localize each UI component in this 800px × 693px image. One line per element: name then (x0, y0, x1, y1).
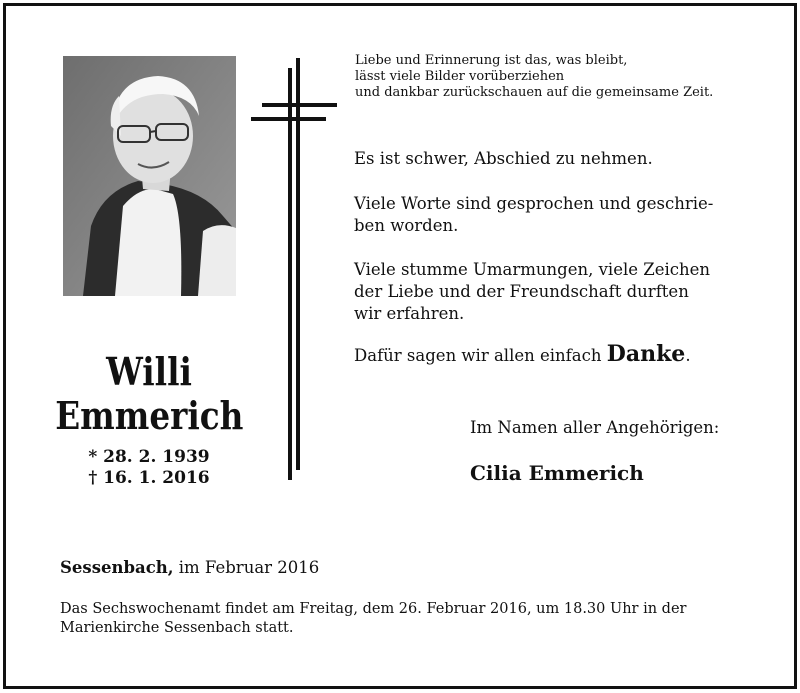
birth-date: * 28. 2. 1939 (88, 447, 210, 467)
date-text: im Februar 2016 (173, 558, 320, 577)
message-paragraph-2 (354, 193, 746, 237)
poem-line: lässt viele Bilder vorüberziehen (355, 69, 565, 84)
thanks-suffix: . (685, 346, 691, 365)
signer-name: Cilia Emmerich (470, 461, 644, 485)
thanks-word: Danke (606, 341, 686, 367)
message-line: Es ist schwer, Abschied zu nehmen. (354, 149, 653, 168)
poem-line: und dankbar zurückschauen auf die gemeinsame Zeit. (355, 85, 714, 100)
memorial-poem (355, 53, 755, 101)
message-line: Viele Worte sind gesprochen und geschrie- (354, 194, 714, 213)
town-name: Sessenbach, (60, 558, 174, 577)
message-line: der Liebe und der Freundschaft durften (354, 282, 689, 301)
deceased-last-name: Emmerich (55, 393, 244, 438)
on-behalf-label: Im Namen aller Angehörigen: (470, 418, 720, 437)
portrait-image (63, 56, 236, 296)
place-date-line (60, 557, 319, 579)
cross-icon-horizontal-upper (262, 103, 337, 107)
message-paragraph-1 (354, 148, 746, 170)
message-line: wir erfahren. (354, 304, 465, 323)
portrait-photo (63, 56, 236, 296)
thanks-prefix: Dafür sagen wir allen einfach (354, 346, 607, 365)
message-line: Viele stumme Umarmungen, viele Zeichen (354, 260, 711, 279)
notice-line: Marienkirche Sessenbach statt. (60, 620, 294, 636)
message-line: ben worden. (354, 216, 459, 235)
service-notice (60, 600, 750, 638)
message-paragraph-3 (354, 259, 746, 325)
death-date: † 16. 1. 2016 (88, 468, 210, 488)
cross-icon-vertical-left (288, 68, 292, 480)
notice-line: Das Sechswochenamt findet am Freitag, dem 26. Februar 2016, um 18.30 Uhr in der (60, 601, 687, 617)
deceased-first-name: Willi (106, 349, 192, 394)
cross-icon-horizontal-lower (251, 117, 326, 121)
poem-line: Liebe und Erinnerung ist das, was bleibt, (355, 53, 628, 68)
message-paragraph-4 (354, 343, 746, 367)
